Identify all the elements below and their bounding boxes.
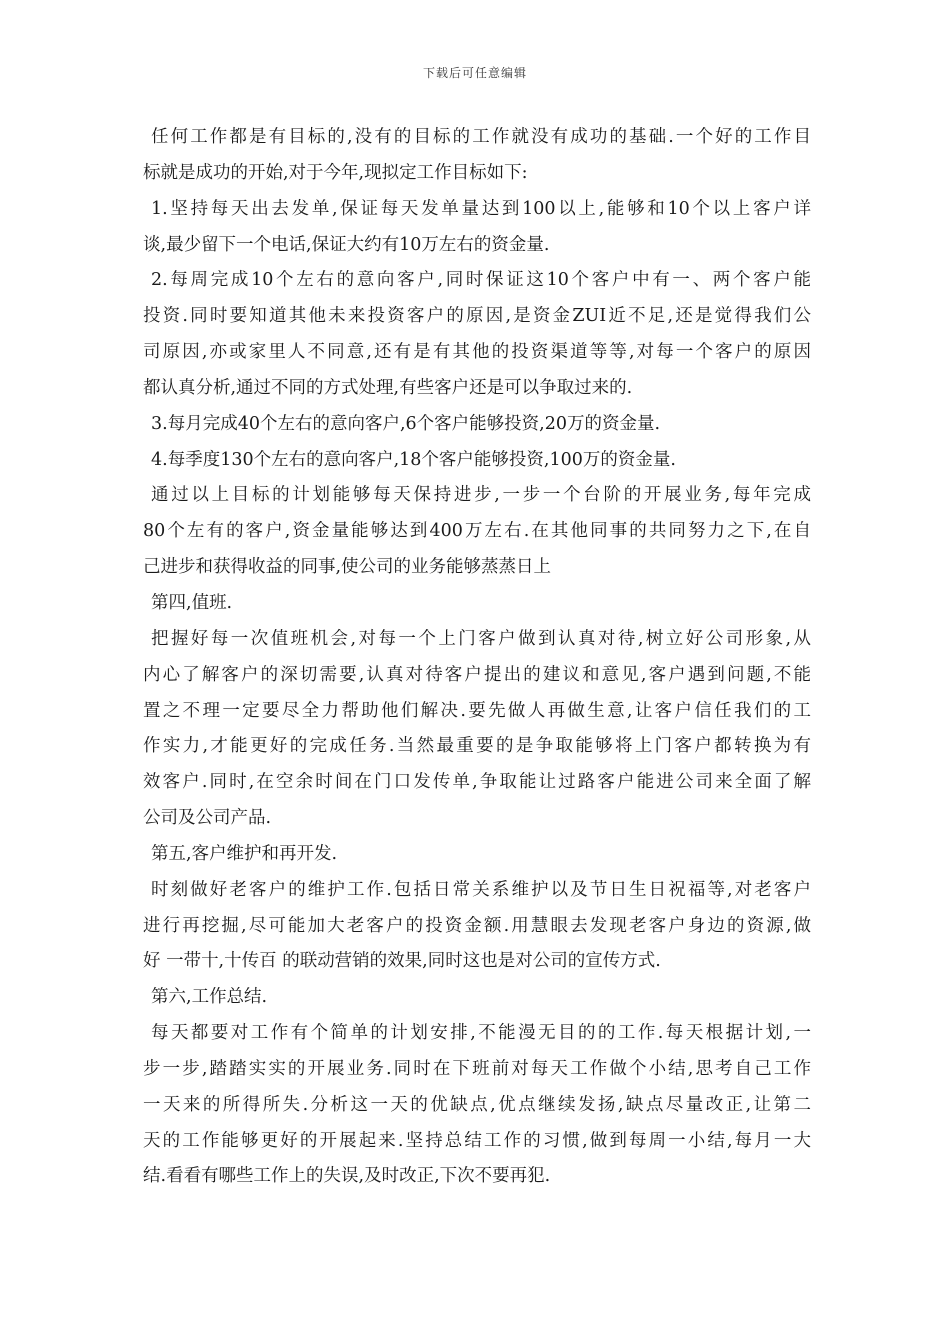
text-line: 2.每周完成10个左右的意向客户,同时保证这10个客户中有一、两个客户能 (151, 270, 811, 291)
text-line: 一天来的所得所失.分析这一天的优缺点,优点继续发扬,缺点尽量改正,让第二 (143, 1094, 811, 1115)
text-line: 作实力,才能更好的完成任务.当然最重要的是争取能够将上门客户都转换为有 (143, 736, 811, 757)
text-line: 进行再挖掘,尽可能加大老客户的投资金额.用慧眼去发现老客户身边的资源,做 (143, 915, 811, 936)
text-line: 把握好每一次值班机会,对每一个上门客户做到认真对待,树立好公司形象,从 (151, 628, 811, 649)
text-line: 通过以上目标的计划能够每天保持进步,一步一个台阶的开展业务,每年完成 (151, 485, 811, 506)
section-heading: 第四,值班. (151, 592, 233, 613)
text-line: 步一步,踏踏实实的开展业务.同时在下班前对每天工作做个小结,思考自己工作 (143, 1058, 811, 1079)
section-heading: 第五,客户维护和再开发. (151, 843, 338, 864)
text-line: 效客户.同时,在空余时间在门口发传单,争取能让过路客户能进公司来全面了解 (143, 772, 811, 793)
text-line: 任何工作都是有目标的,没有的目标的工作就没有成功的基础.一个好的工作目 (151, 127, 811, 147)
page-header: 下载后可任意编辑 (422, 66, 527, 80)
text-line: 谈,最少留下一个电话,保证大约有10万左右的资金量. (143, 234, 550, 255)
text-line: 时刻做好老客户的维护工作.包括日常关系维护以及节日生日祝福等,对老客户 (151, 879, 811, 900)
text-line: 好 一带十,十传百 的联动营销的效果,同时这也是对公司的宣传方式. (143, 951, 661, 972)
text-line: 3.每月完成40个左右的意向客户,6个客户能够投资,20万的资金量. (151, 413, 661, 434)
text-line: 每天都要对工作有个简单的计划安排,不能漫无目的的工作.每天根据计划,一 (151, 1023, 811, 1044)
document-body (143, 120, 811, 1195)
text-line: 都认真分析,通过不同的方式处理,有些客户还是可以争取过来的. (143, 377, 633, 398)
text-line: 投资.同时要知道其他未来投资客户的原因,是资金ZUI近不足,还是觉得我们公 (143, 306, 811, 327)
text-line: 司原因,亦或家里人不同意,还有是有其他的投资渠道等等,对每一个客户的原因 (143, 342, 811, 363)
text-line: 80个左有的客户,资金量能够达到400万左右.在其他同事的共同努力之下,在自 (143, 521, 811, 542)
section-heading: 第六,工作总结. (151, 987, 268, 1008)
text-line: 1.坚持每天出去发单,保证每天发单量达到100以上,能够和10个以上客户详 (151, 198, 811, 219)
text-line: 公司及公司产品. (143, 808, 272, 829)
text-line: 己进步和获得收益的同事,使公司的业务能够蒸蒸日上 (143, 557, 552, 578)
text-line: 天的工作能够更好的开展起来.坚持总结工作的习惯,做到每周一小结,每月一大 (143, 1130, 811, 1151)
text-line: 置之不理一定要尽全力帮助他们解决.要先做人再做生意,让客户信任我们的工 (143, 700, 811, 721)
text-line: 标就是成功的开始,对于今年,现拟定工作目标如下: (143, 162, 528, 183)
text-line: 内心了解客户的深切需要,认真对待客户提出的建议和意见,客户遇到问题,不能 (143, 664, 811, 685)
text-line: 4.每季度130个左右的意向客户,18个客户能够投资,100万的资金量. (151, 449, 676, 470)
text-line: 结.看看有哪些工作上的失误,及时改正,下次不要再犯. (143, 1166, 551, 1187)
